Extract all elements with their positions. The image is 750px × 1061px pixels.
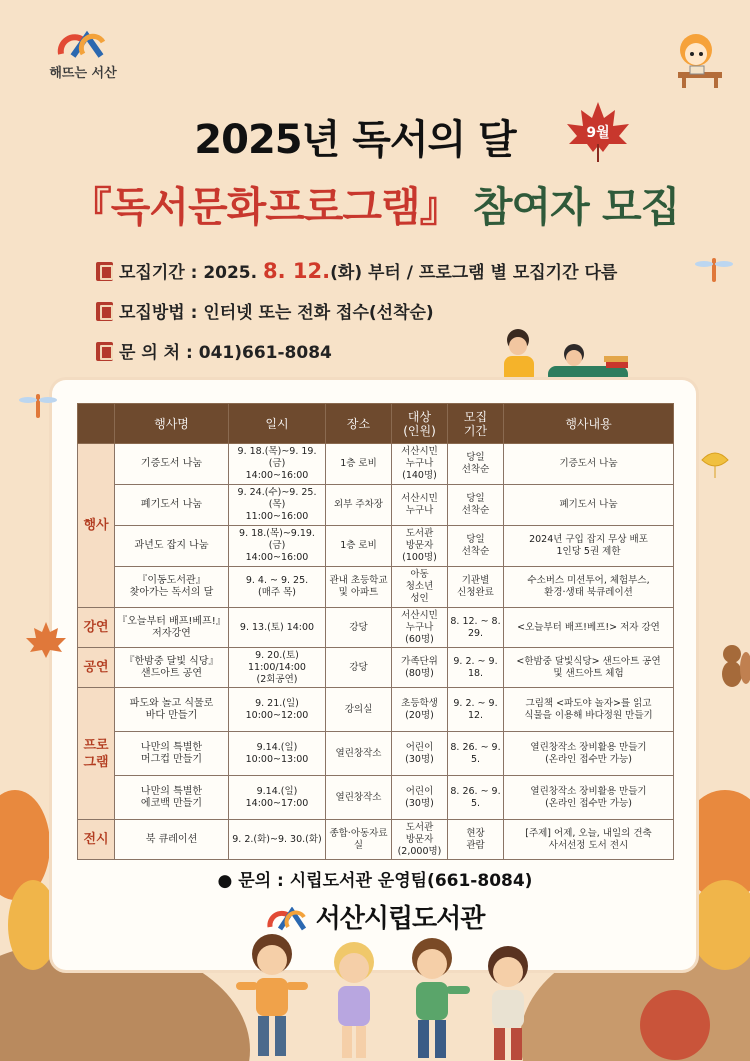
cell-target: 서산시민 누구나 [392,485,448,526]
ginkgo-leaf-icon [700,450,730,480]
cell-date: 9.14.(일) 14:00~17:00 [229,776,326,820]
cell-target: 어린이 (30명) [392,732,448,776]
header-category [78,404,115,444]
cell-target: 도서관 방문자 (2,000명) [392,820,448,860]
squirrel-icon [718,640,750,690]
cell-name: 폐기도서 나눔 [115,485,229,526]
book-icon [96,342,113,361]
cell-target: 가족단위 (80명) [392,648,448,688]
table-row [78,688,674,732]
cell-date: 9. 4. ~ 9. 25. (매주 목) [229,567,326,608]
contact-line: ● 문의 : 시립도서관 운영팀(661-8084) [217,871,533,891]
cell-date: 9. 18.(목)~9. 19.(금) 14:00~16:00 [229,444,326,485]
table-row [78,444,674,485]
cell-name: 북 큐레이션 [115,820,229,860]
period-highlight: 8. 12. [263,259,331,283]
cell-period: 기관별 신청완료 [448,567,504,608]
cell-target: 서산시민 누구나 (140명) [392,444,448,485]
kid-2-illustration [318,940,390,1061]
info-contact: 문 의 처 : 041)661-8084 [96,338,332,363]
cell-place: 강당 [326,648,392,688]
cell-place: 1층 로비 [326,444,392,485]
cell-period: 9. 2. ~ 9. 12. [448,688,504,732]
cell-place: 종합·아동자료실 [326,820,392,860]
kid-1-illustration [232,932,312,1061]
dragonfly-icon [18,390,58,420]
table-row [78,526,674,567]
cell-target: 어린이 (30명) [392,776,448,820]
table-row [78,732,674,776]
city-logo-text: 해뜨는 서산 [49,66,117,81]
cell-name: 나만의 특별한 머그컵 만들기 [115,732,229,776]
cell-content: <오늘부터 배프!베프!> 저자 강연 [504,608,674,648]
cell-date: 9. 18.(목)~9.19.(금) 14:00~16:00 [229,526,326,567]
cell-period: 9. 2. ~ 9. 18. [448,648,504,688]
table-row [78,567,674,608]
cell-period: 당일 선착순 [448,526,504,567]
cell-name: 과년도 잡지 나눔 [115,526,229,567]
cell-content: 열린창작소 장비활용 만들기 (온라인 접수만 가능) [504,732,674,776]
sun-logo-icon [53,30,113,60]
maple-leaf-badge [563,100,633,164]
city-logo [38,30,128,81]
cell-place: 강당 [326,608,392,648]
cell-place: 열린창작소 [326,732,392,776]
cell-period: 8. 12. ~ 8. 29. [448,608,504,648]
cell-content: 그림책 <파도야 놀자>를 읽고 식물을 이용해 바다정원 만들기 [504,688,674,732]
kid-3-illustration [392,936,472,1061]
cell-content: 2024년 구입 잡지 무상 배포 1인당 5권 제한 [504,526,674,567]
category-cell: 프로 그램 [78,688,115,820]
table-row [78,776,674,820]
library-logo-icon [266,907,310,931]
cell-period: 8. 26. ~ 9. 5. [448,732,504,776]
cell-place: 관내 초등학교 및 아파트 [326,567,392,608]
book-icon [96,302,113,321]
cell-place: 열린창작소 [326,776,392,820]
mascot-icon [670,28,728,90]
table-row [78,485,674,526]
schedule-table [77,403,674,860]
header-place: 장소 [326,404,392,444]
cell-name: 『이동도서관』 찾아가는 독서의 달 [115,567,229,608]
cell-name: 『한밤중 달빛 식당』 샌드아트 공연 [115,648,229,688]
cell-place: 강의실 [326,688,392,732]
cell-target: 서산시민 누구나 (60명) [392,608,448,648]
cell-name: 나만의 특별한 에코백 만들기 [115,776,229,820]
kid-4-illustration [470,944,546,1061]
category-cell: 공연 [78,648,115,688]
cell-content: 열린창작소 장비활용 만들기 (온라인 접수만 가능) [504,776,674,820]
recruit-title: 참여자 모집 [472,183,680,231]
cell-target: 도서관 방문자 (100명) [392,526,448,567]
cell-date: 9.14.(일) 10:00~13:00 [229,732,326,776]
maple-leaf-decoration-icon [24,620,68,664]
cell-period: 8. 26. ~ 9. 5. [448,776,504,820]
cell-date: 9. 24.(수)~9. 25.(목) 11:00~16:00 [229,485,326,526]
header-target: 대상 (인원) [392,404,448,444]
category-cell: 행사 [78,444,115,608]
table-row [78,820,674,860]
badge-month: 9월 [586,125,610,141]
program-title: 『독서문화프로그램』 [70,183,460,231]
cell-place: 외부 주차장 [326,485,392,526]
cell-date: 9. 13.(토) 14:00 [229,608,326,648]
cell-target: 아동 청소년 성인 [392,567,448,608]
cell-place: 1층 로비 [326,526,392,567]
dragonfly-icon [694,254,734,284]
table-header-row [78,404,674,444]
table-row [78,608,674,648]
cell-name: 『오늘부터 배프!베프!』 저자강연 [115,608,229,648]
cell-content: [주제] 어제, 오늘, 내일의 건축 사서선정 도서 전시 [504,820,674,860]
info-method: 모집방법 : 인터넷 또는 전화 접수(선착순) [96,298,434,323]
header-content: 행사내용 [504,404,674,444]
cell-content: 수소버스 미션투어, 체험부스, 환경·생태 북큐레이션 [504,567,674,608]
category-cell: 전시 [78,820,115,860]
library-logo [0,898,750,935]
cell-content: 기증도서 나눔 [504,444,674,485]
table-row [78,648,674,688]
cell-target: 초등학생 (20명) [392,688,448,732]
cell-period: 당일 선착순 [448,485,504,526]
header-period: 모집 기간 [448,404,504,444]
cell-name: 파도와 놀고 식물로 바다 만들기 [115,688,229,732]
tree-right-red [640,990,710,1060]
cell-content: <한밤중 달빛식당> 샌드아트 공연 및 샌드아트 체험 [504,648,674,688]
library-name: 서산시립도서관 [315,904,485,934]
header-date: 일시 [229,404,326,444]
title-line2 [0,174,750,233]
cell-date: 9. 20.(토) 11:00/14:00 (2회공연) [229,648,326,688]
header-name: 행사명 [115,404,229,444]
category-cell: 강연 [78,608,115,648]
title-line1: 2025년 독서의 달 [194,117,516,163]
book-icon [96,262,113,281]
cell-period: 당일 선착순 [448,444,504,485]
cell-period: 현장 관람 [448,820,504,860]
cell-name: 기증도서 나눔 [115,444,229,485]
cell-date: 9. 2.(화)~9. 30.(화) [229,820,326,860]
cell-date: 9. 21.(일) 10:00~12:00 [229,688,326,732]
cell-content: 폐기도서 나눔 [504,485,674,526]
info-period: 모집기간 : 2025. 8. 12.(화) 부터 / 프로그램 별 모집기간 다름 [96,258,617,283]
